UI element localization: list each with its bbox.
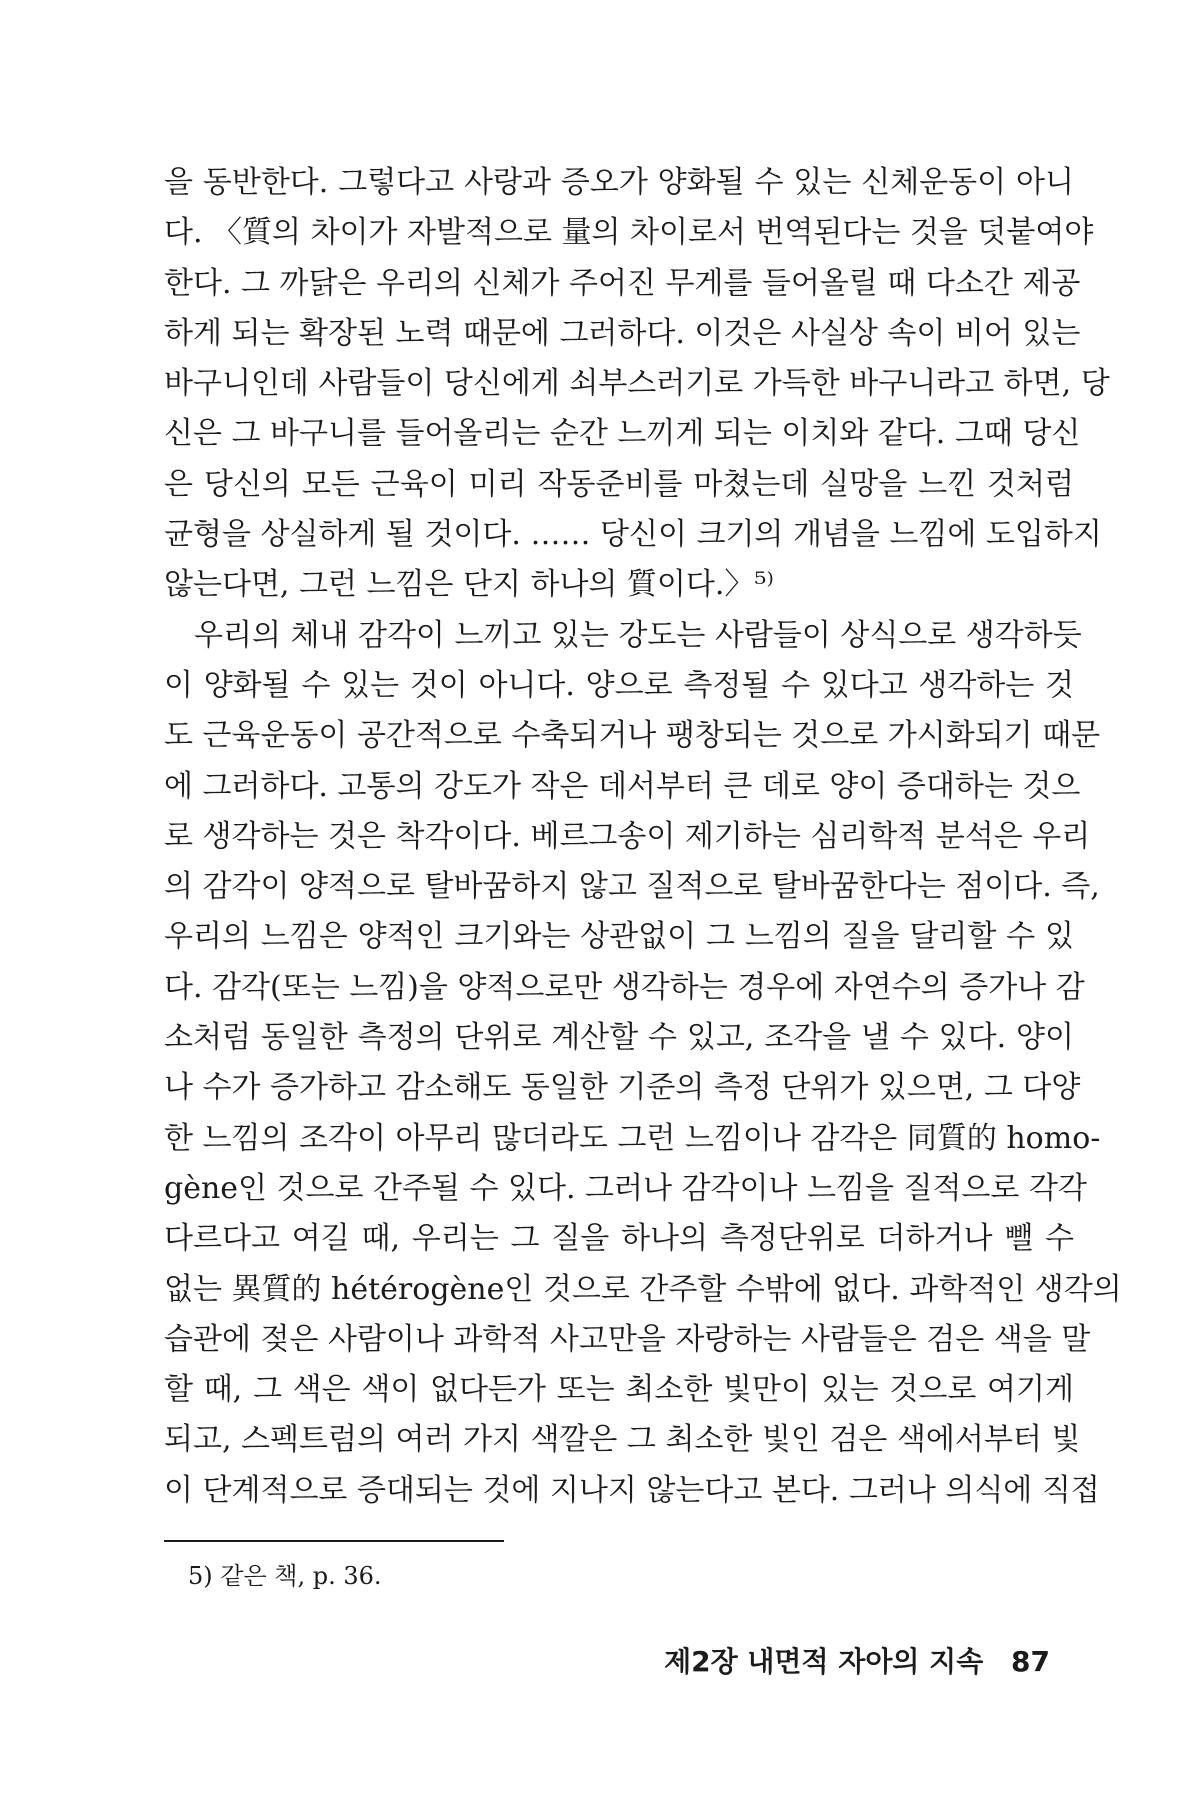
text-line: 한 느낌의 조각이 아무리 많더라도 그런 느낌이나 감각은 同質的 homo- <box>164 1120 1101 1156</box>
text-line: 우리의 느낌은 양적인 크기와는 상관없이 그 느낌의 질을 달리할 수 있 <box>164 919 1074 955</box>
text-line: 다. 〈質의 차이가 자발적으로 量의 차이로서 번역된다는 것을 덧붙여야 <box>164 215 1094 251</box>
text-line: 한다. 그 까닭은 우리의 신체가 주어진 무게를 들어올릴 때 다소간 제공 <box>164 265 1081 301</box>
text-line: 은 당신의 모든 근육이 미리 작동준비를 마쳤는데 실망을 느낀 것처럼 <box>164 466 1074 502</box>
body-text <box>164 158 1122 1516</box>
text-line: 신은 그 바구니를 들어올리는 순간 느끼게 되는 이치와 같다. 그때 당신 <box>164 416 1081 452</box>
text-line: 습관에 젖은 사람이나 과학적 사고만을 자랑하는 사람들은 검은 색을 말 <box>164 1321 1091 1357</box>
text-line-paragraph-end: 않는다면, 그런 느낌은 단지 하나의 質이다.〉⁵⁾ <box>164 567 774 603</box>
text-line: 도 근육운동이 공간적으로 수축되거나 팽창되는 것으로 가시화되기 때문 <box>164 718 1101 754</box>
text-line: 소처럼 동일한 측정의 단위로 계산할 수 있고, 조각을 낼 수 있다. 양이 <box>164 1020 1074 1056</box>
text-line: 이 단계적으로 증대되는 것에 지나지 않는다고 본다. 그러나 의식에 직접 <box>164 1472 1100 1508</box>
text-line: 할 때, 그 색은 색이 없다든가 또는 최소한 빛만이 있는 것으로 여기게 <box>164 1372 1074 1408</box>
text-line: 다르다고 여길 때, 우리는 그 질을 하나의 측정단위로 더하거나 뺄 수 <box>164 1221 1074 1257</box>
text-line: 의 감각이 양적으로 탈바꿈하지 않고 질적으로 탈바꿈한다는 점이다. 즉, <box>164 869 1100 905</box>
text-line: 나 수가 증가하고 감소해도 동일한 기준의 측정 단위가 있으면, 그 다양 <box>164 1070 1081 1106</box>
text-line: 다. 감각(또는 느낌)을 양적으로만 생각하는 경우에 자연수의 증가나 감 <box>164 969 1085 1005</box>
text-line: gène인 것으로 간주될 수 있다. 그러나 감각이나 느낌을 질적으로 각각 <box>164 1170 1087 1206</box>
text-line: 을 동반한다. 그렇다고 사랑과 증오가 양화될 수 있는 신체운동이 아니 <box>164 165 1074 200</box>
chapter-title: 제2장 내면적 자아의 지속 <box>664 1645 984 1678</box>
text-line-paragraph-start: 우리의 체내 감각이 느끼고 있는 강도는 사람들이 상식으로 생각하듯 <box>194 617 1082 653</box>
page-number: 87 <box>1011 1645 1050 1678</box>
footnote-divider <box>164 1540 504 1542</box>
text-line: 되고, 스펙트럼의 여러 가지 색깔은 그 최소한 빛인 검은 색에서부터 빛 <box>164 1422 1081 1458</box>
text-line: 에 그러하다. 고통의 강도가 작은 데서부터 큰 데로 양이 증대하는 것으 <box>164 768 1081 804</box>
footnote: 5) 같은 책, p. 36. <box>188 1562 382 1590</box>
text-line: 바구니인데 사람들이 당신에게 쇠부스러기로 가득한 바구니라고 하면, 당 <box>164 366 1110 402</box>
text-line: 균형을 상실하게 될 것이다. …… 당신이 크기의 개념을 느낌에 도입하지 <box>164 517 1102 553</box>
text-line: 없는 異質的 hétérogène인 것으로 간주할 수밖에 없다. 과학적인 생각의 <box>164 1271 1122 1307</box>
running-footer <box>664 1640 1050 1680</box>
text-line: 하게 되는 확장된 노력 때문에 그러하다. 이것은 사실상 속이 비어 있는 <box>164 315 1081 351</box>
text-line: 로 생각하는 것은 착각이다. 베르그송이 제기하는 심리학적 분석은 우리 <box>164 818 1091 854</box>
text-line: 이 양화될 수 있는 것이 아니다. 양으로 측정될 수 있다고 생각하는 것 <box>164 667 1074 703</box>
